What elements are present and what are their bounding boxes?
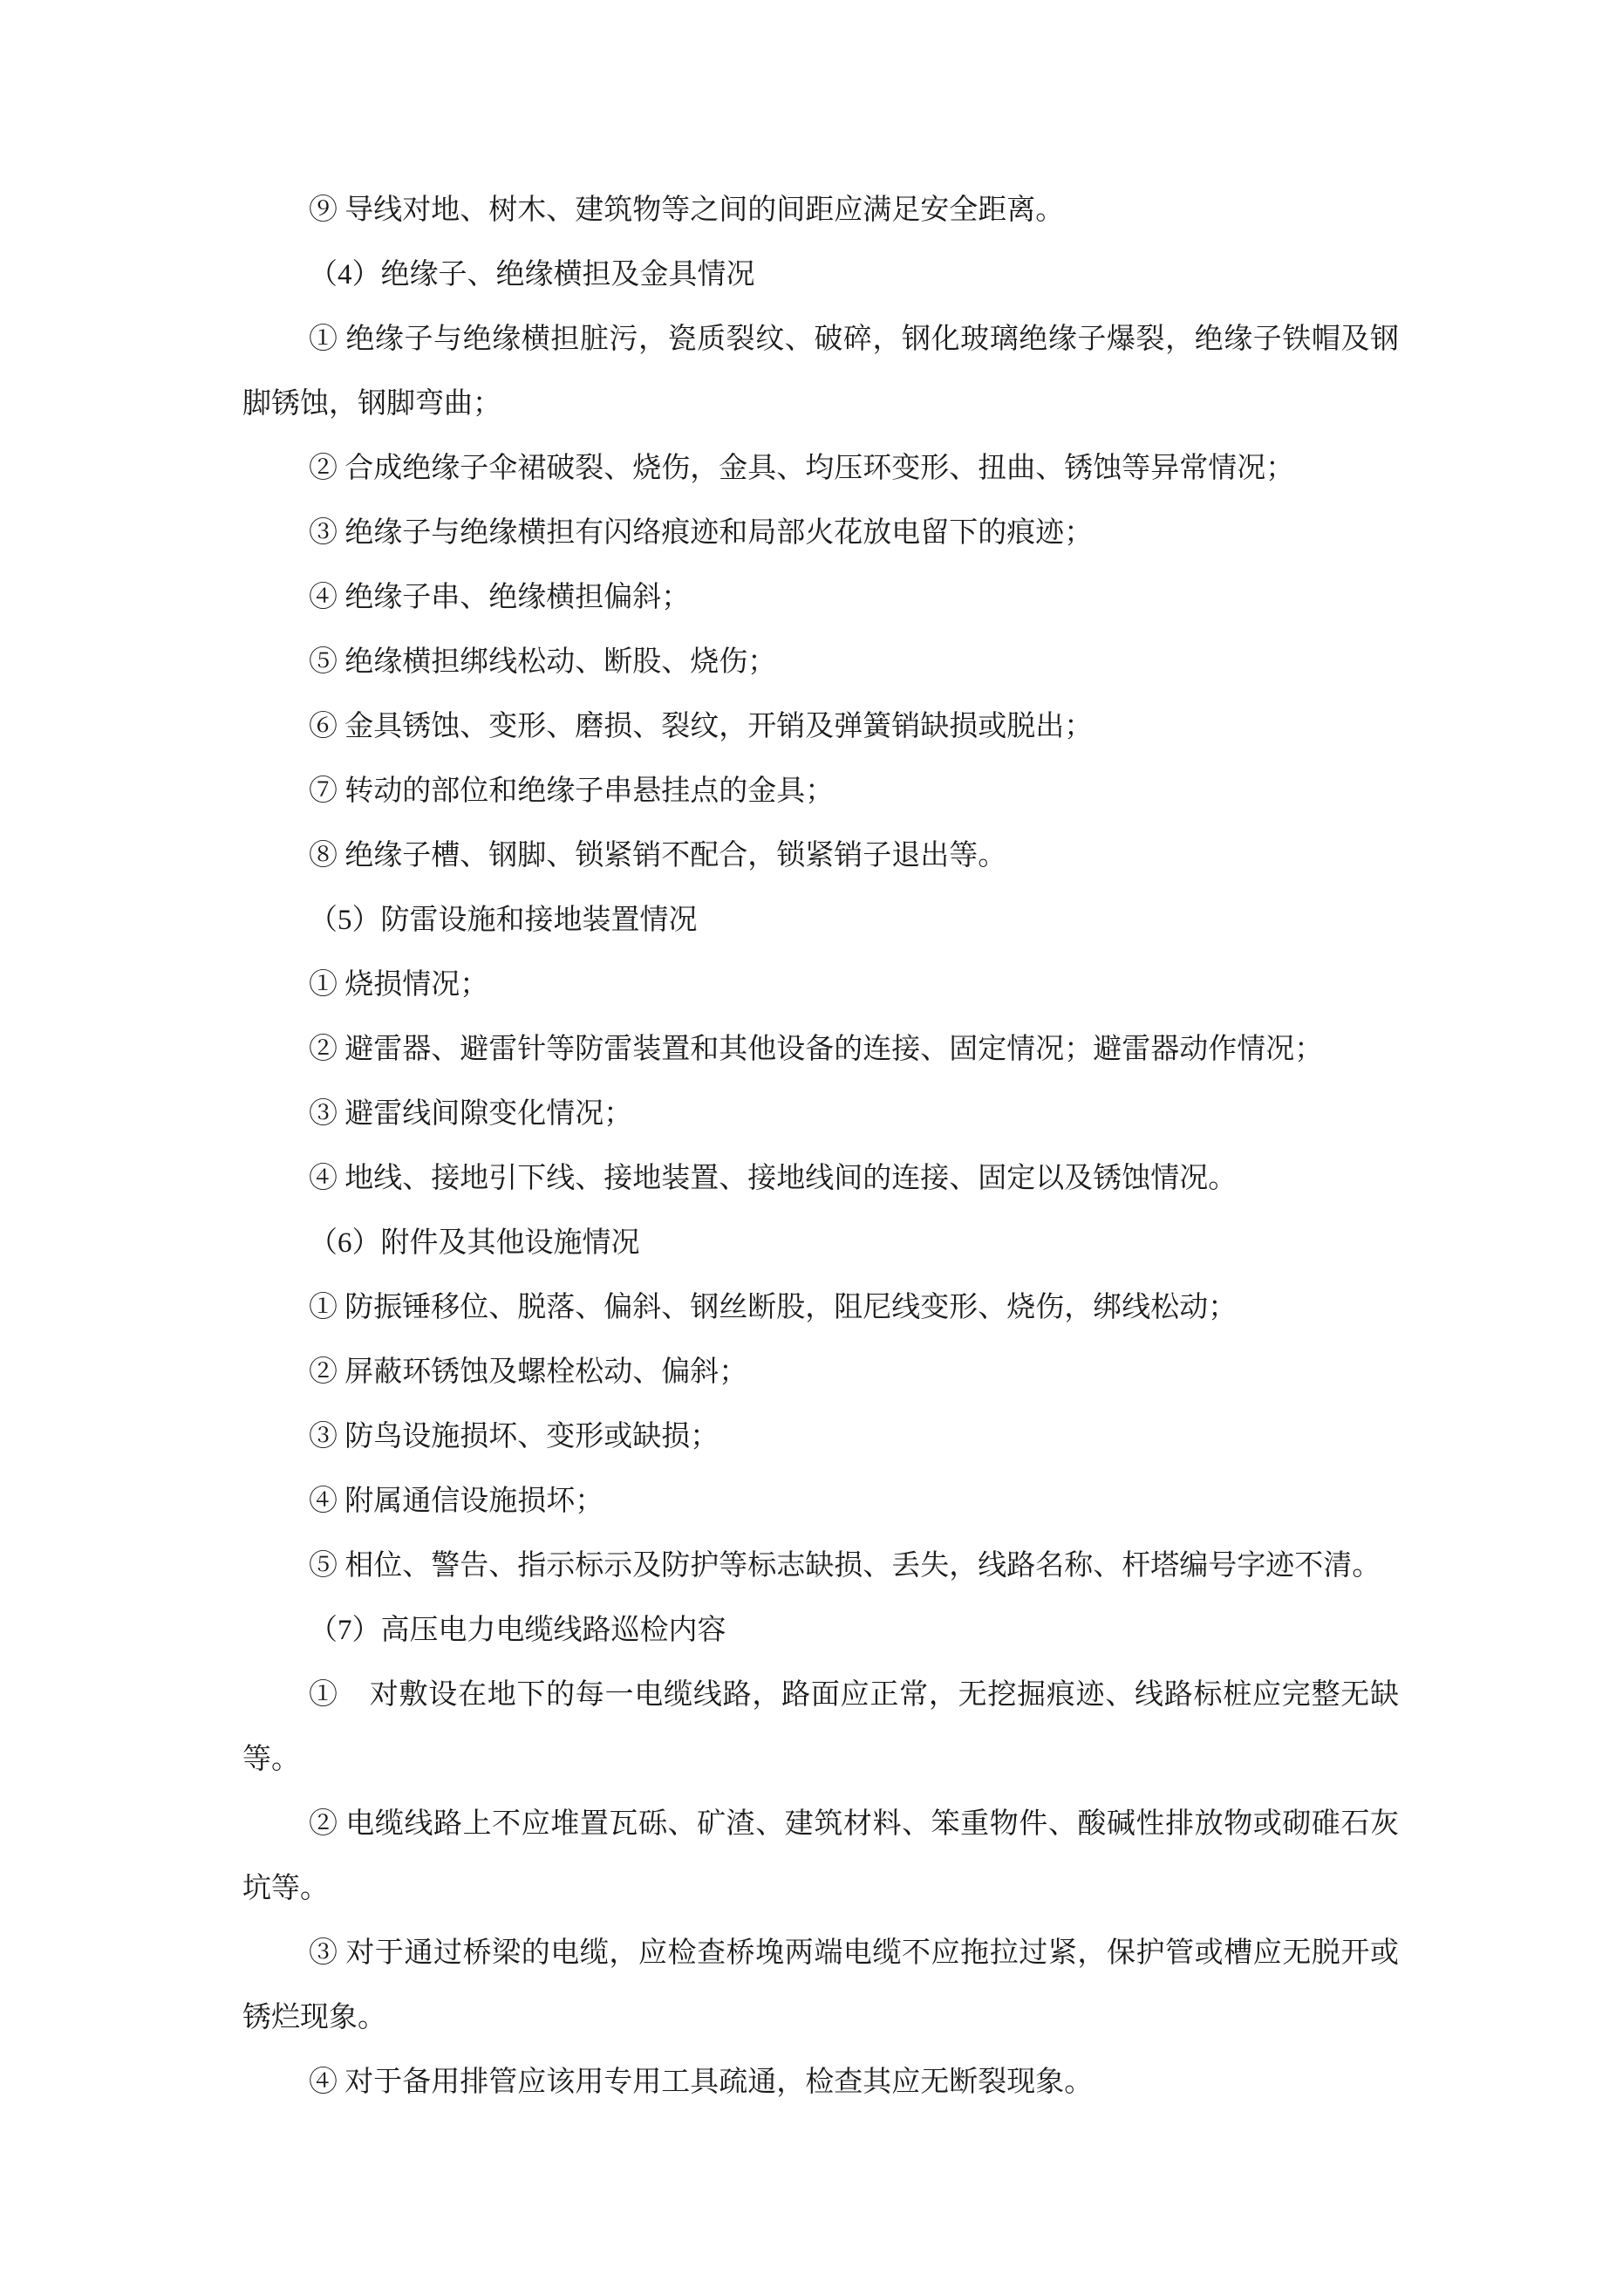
- paragraph-line: ④ 附属通信设施损坏；: [309, 1486, 604, 1517]
- section-heading: [242, 888, 1399, 953]
- paragraph-line: ③ 对于通过桥梁的电缆，应检查桥堍两端电缆不应拖拉过紧，保护管或槽应无脱开或: [309, 1937, 1399, 1969]
- list-item: [242, 501, 1399, 565]
- list-item: [242, 436, 1399, 501]
- paragraph-line: 脚锈蚀，钢脚弯曲；: [242, 388, 501, 420]
- paragraph-line: 等。: [242, 1744, 300, 1775]
- section-heading-text: （6）附件及其他设施情况: [309, 1227, 640, 1259]
- paragraph-line: ② 避雷器、避雷针等防雷装置和其他设备的连接、固定情况；避雷器动作情况；: [309, 1034, 1324, 1065]
- paragraph-line: ① 绝缘子与绝缘横担脏污，瓷质裂纹、破碎，钢化玻璃绝缘子爆裂，绝缘子铁帽及钢: [309, 324, 1399, 355]
- list-item: [242, 1146, 1399, 1211]
- list-item: [242, 2050, 1399, 2115]
- paragraph-line: 坑等。: [242, 1873, 329, 1904]
- list-item: [242, 1469, 1399, 1534]
- paragraph-line: ② 合成绝缘子伞裙破裂、烧伤，金具、均压环变形、扭曲、锈蚀等异常情况；: [309, 453, 1295, 484]
- section-heading-text: （5）防雷设施和接地装置情况: [309, 905, 698, 936]
- list-item: [242, 1663, 1399, 1792]
- list-item: [242, 307, 1399, 436]
- list-item: [242, 565, 1399, 630]
- list-item: [242, 953, 1399, 1017]
- paragraph-line: ③ 防鸟设施损坏、变形或缺损；: [309, 1421, 719, 1452]
- paragraph-line: ⑦ 转动的部位和绝缘子串悬挂点的金具；: [309, 776, 835, 807]
- paragraph-line: ⑤ 绝缘横担绑线松动、断股、烧伤；: [309, 646, 777, 678]
- section-heading: [242, 1598, 1399, 1663]
- list-item: [242, 1017, 1399, 1082]
- list-item: [242, 694, 1399, 759]
- list-item: [242, 630, 1399, 694]
- section-heading-text: （4）绝缘子、绝缘横担及金具情况: [309, 259, 755, 290]
- list-item: [242, 1792, 1399, 1921]
- list-item: [242, 1921, 1399, 2050]
- paragraph-line: ③ 避雷线间隙变化情况；: [309, 1098, 633, 1130]
- list-item: [242, 1082, 1399, 1146]
- list-item: [242, 1534, 1399, 1598]
- list-item: [242, 1404, 1399, 1469]
- paragraph-line: ① 防振锤移位、脱落、偏斜、钢丝断股，阻尼线变形、烧伤，绑线松动；: [309, 1292, 1238, 1323]
- list-item: [242, 1340, 1399, 1404]
- section-heading: [242, 1211, 1399, 1275]
- paragraph-line: ④ 绝缘子串、绝缘横担偏斜；: [309, 582, 691, 613]
- list-item: [242, 1275, 1399, 1340]
- list-item: [242, 759, 1399, 823]
- paragraph-line: ⑤ 相位、警告、指示标示及防护等标志缺损、丢失，线路名称、杆塔编号字迹不清。: [309, 1550, 1381, 1582]
- paragraph-line: ② 电缆线路上不应堆置瓦砾、矿渣、建筑材料、笨重物件、酸碱性排放物或砌碓石灰: [309, 1808, 1399, 1840]
- paragraph-line: ⑨ 导线对地、树木、建筑物等之间的间距应满足安全距离。: [309, 195, 1065, 226]
- paragraph-line: 锈烂现象。: [242, 2002, 386, 2033]
- document-body: [242, 178, 1399, 2115]
- list-item: [242, 823, 1399, 888]
- paragraph-line: ④ 对于备用排管应该用专用工具疏通，检查其应无断裂现象。: [309, 2067, 1094, 2098]
- list-item: [242, 178, 1399, 243]
- paragraph-line: ⑥ 金具锈蚀、变形、磨损、裂纹，开销及弹簧销缺损或脱出；: [309, 711, 1094, 742]
- paragraph-line: ① 对敷设在地下的每一电缆线路，路面应正常，无挖掘痕迹、线路标桩应完整无缺: [309, 1679, 1399, 1711]
- paragraph-line: ⑧ 绝缘子槽、钢脚、锁紧销不配合，锁紧销子退出等。: [309, 840, 1007, 871]
- paragraph-line: ③ 绝缘子与绝缘横担有闪络痕迹和局部火花放电留下的痕迹；: [309, 517, 1094, 549]
- paragraph-line: ② 屏蔽环锈蚀及螺栓松动、偏斜；: [309, 1356, 748, 1388]
- section-heading-text: （7）高压电力电缆线路巡检内容: [309, 1615, 726, 1646]
- section-heading: [242, 243, 1399, 307]
- paragraph-line: ① 烧损情况；: [309, 969, 489, 1001]
- paragraph-line: ④ 地线、接地引下线、接地装置、接地线间的连接、固定以及锈蚀情况。: [309, 1163, 1238, 1194]
